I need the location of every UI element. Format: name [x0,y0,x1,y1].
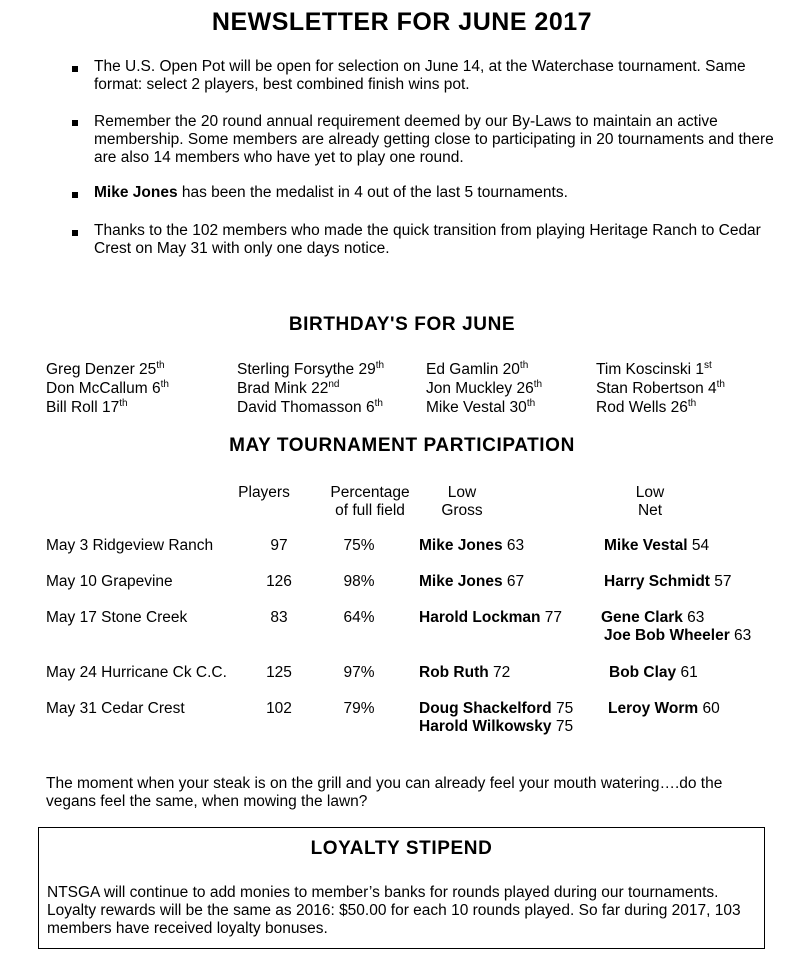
table-row-percentage: 64% [343,609,375,626]
bullet-marker [72,192,78,198]
birthday-entry: Greg Denzer 25th [46,360,165,378]
bullet-text: Thanks to the 102 members who made the quick transition from playing Heritage Ranch to Cedar Crest on May 31 with only one days notice. [94,222,761,257]
newsletter-title: NEWSLETTER FOR JUNE 2017 [211,8,593,36]
table-row-low-net: Joe Bob Wheeler 63 [604,627,752,644]
table-row-percentage: 79% [343,700,375,717]
loyalty-text: NTSGA will continue to add monies to member’s banks for rounds played during our tournaments. Loyalty rewards will be the same as 2016: $50.00 for each 10 rounds played. So far during 2017, 103 members have received loyalty bonuses. [47,884,741,937]
bullet-item-membership [94,113,784,167]
column-header-low-net: Low Net [635,484,665,519]
bullet-item-us-open [94,58,784,94]
table-row-event: May 10 Grapevine [46,573,173,590]
column-header-percentage: Percentage of full field [330,484,410,519]
table-row-players: 102 [266,700,292,717]
bullet-marker [72,120,78,126]
column-header-low-gross: Low Gross [441,484,483,519]
table-row-low-gross: Doug Shackelford 75 [419,700,574,717]
bullet-marker [72,66,78,72]
birthday-entry: Mike Vestal 30th [426,398,536,416]
birthday-entry: Jon Muckley 26th [426,379,543,397]
loyalty-title: LOYALTY STIPEND [310,838,493,859]
table-row-low-gross: Mike Jones 63 [419,537,525,554]
column-header-players: Players [238,484,290,501]
birthday-entry: David Thomasson 6th [237,398,383,416]
birthday-entry: Ed Gamlin 20th [426,360,529,378]
table-row-event: May 24 Hurricane Ck C.C. [46,664,227,681]
loyalty-stipend-box [38,827,765,949]
table-row-low-net: Gene Clark 63 [601,609,705,626]
birthday-entry: Tim Koscinski 1st [596,360,712,378]
table-row-players: 126 [266,573,292,590]
bullet-item-medalist [94,184,784,202]
table-row-event: May 3 Ridgeview Ranch [46,537,214,554]
bullet-marker [72,230,78,236]
table-row-event: May 31 Cedar Crest [46,700,185,717]
table-row-low-gross: Rob Ruth 72 [419,664,511,681]
birthday-entry: Rod Wells 26th [596,398,697,416]
steak-note: The moment when your steak is on the grill and you can already feel your mouth watering….do the vegans feel the same, when mowing the lawn? [46,775,723,810]
table-row-low-net: Bob Clay 61 [609,664,698,681]
table-row-low-net: Leroy Worm 60 [608,700,720,717]
bullet-text: has been the medalist in 4 out of the last 5 tournaments. [177,184,568,201]
table-row-low-net: Mike Vestal 54 [604,537,710,554]
birthday-column [46,360,169,417]
table-row-players: 125 [266,664,292,681]
table-row-players: 97 [270,537,288,554]
table-row-percentage: 98% [343,573,375,590]
table-row-players: 83 [270,609,288,626]
table-row-percentage: 75% [343,537,375,554]
birthday-entry: Stan Robertson 4th [596,379,725,397]
table-row-low-gross: Harold Wilkowsky 75 [419,718,574,735]
participation-heading: MAY TOURNAMENT PARTICIPATION [229,435,575,456]
birthdays-heading: BIRTHDAY'S FOR JUNE [288,314,516,335]
bullet-text: The U.S. Open Pot will be open for selection on June 14, at the Waterchase tournament. Same format: select 2 players, best combined finish wins pot. [94,58,746,93]
bullet-bold: Mike Jones [94,184,178,201]
birthday-entry: Brad Mink 22nd [237,379,340,397]
birthday-entry: Sterling Forsythe 29th [237,360,385,378]
table-row-percentage: 97% [343,664,375,681]
birthday-column [596,360,725,417]
bullet-text: Remember the 20 round annual requirement deemed by our By-Laws to maintain an active membership. Some members are already getting close to participating in 20 tournaments and there are also 14 members who have yet to play one round. [94,113,774,166]
birthday-column [426,360,542,417]
birthday-column [237,360,384,417]
birthday-entry: Bill Roll 17th [46,398,128,416]
birthday-entry: Don McCallum 6th [46,379,169,397]
bullet-item-thanks [94,222,784,258]
table-row-low-gross: Mike Jones 67 [419,573,525,590]
table-row-event: May 17 Stone Creek [46,609,188,626]
table-row-low-net: Harry Schmidt 57 [604,573,732,590]
table-row-low-gross: Harold Lockman 77 [419,609,563,626]
